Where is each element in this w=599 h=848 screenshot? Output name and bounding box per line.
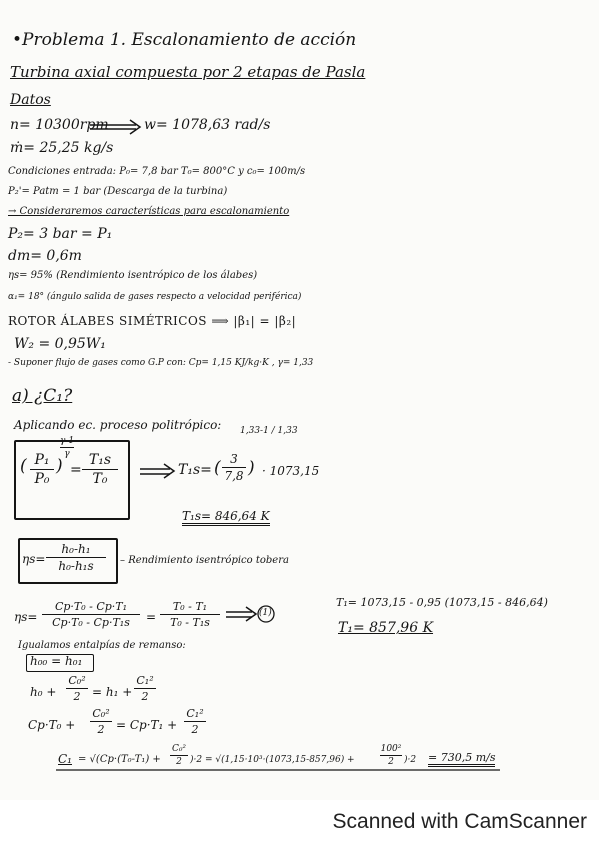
exponent-num: γ-1 (60, 436, 75, 446)
c0sq-num-b: C₀² (92, 707, 110, 720)
cp-den: Cp·T₀ - Cp·T₁s (52, 616, 130, 629)
equals-sign-2: = (146, 610, 157, 624)
energy-eq-h1: = h₁ + (92, 685, 133, 699)
hundred-sq-den: 2 (388, 757, 394, 767)
polytropic-intro: Aplicando ec. proceso politrópico: (14, 418, 222, 432)
pressure-ratio-den: P₀ (34, 471, 50, 487)
consider-line: → Consideraremos características para escalonamiento (8, 206, 290, 217)
t-num: T₀ - T₁ (172, 600, 208, 613)
energy-eq-h0: h₀ + (30, 685, 57, 699)
datos-label: Datos (10, 92, 51, 108)
c1-substitution: )·2 = √(1,15·10³·(1073,15-857,96) + (190, 755, 355, 765)
t1-calculation: T₁= 1073,15 - 0,95 (1073,15 - 846,64) (336, 596, 548, 609)
t1s-paren-right: ) (248, 458, 255, 478)
eta-s-label-2: ηs= (14, 610, 38, 624)
t1s-times: · 1073,15 (262, 464, 320, 478)
c1sq-den-b: 2 (191, 723, 199, 736)
discharge-pressure-line: P₂'= Patm = 1 bar (Descarga de la turbina) (8, 186, 228, 197)
t1s-paren-left: ( (214, 458, 221, 478)
problem-subtitle: Turbina axial compuesta por 2 etapas de Pasla (10, 63, 366, 81)
c0sq-den-b: 2 (97, 723, 105, 736)
c1-result: = 730,5 m/s (428, 752, 495, 767)
eff-den: h₀-h₁s (58, 559, 94, 573)
nozzle-efficiency-note: – Rendimiento isentrópico tobera (120, 555, 289, 566)
rpm-line: n= 10300rpm (10, 117, 109, 133)
eff-num: h₀-h₁ (61, 542, 91, 556)
c1sq-num: C₁² (136, 674, 154, 687)
seven-den: 7,8 (224, 469, 244, 483)
c1-formula: = √(Cp·(T₀-T₁) + (78, 754, 161, 765)
alpha-line: α₁= 18° (ángulo salida de gases respecto a velocidad periférica) (8, 292, 302, 302)
stagnation-enthalpy-intro: Igualamos entalpías de remanso: (18, 640, 186, 651)
c1-lhs: C₁ (58, 752, 72, 766)
energy-eq-cp: Cp·T₀ + (28, 718, 76, 732)
hundred-sq-num: 100² (380, 744, 402, 754)
c0sq-den-c: 2 (176, 757, 182, 767)
c0sq-den: 2 (73, 690, 81, 703)
nozzle-efficiency-text: Rendimiento isentrópico tobera (128, 555, 289, 566)
mean-diameter-line: dm= 0,6m (8, 248, 82, 264)
w2-line: W₂ = 0,95W₁ (14, 336, 106, 352)
three-num: 3 (230, 452, 238, 466)
gas-assumption-line: - Suponer flujo de gases como G.P con: Cp= 1,15 KJ/kg·K , γ= 1,33 (8, 358, 314, 368)
exponent-den: γ (64, 449, 70, 459)
t1s-exponent: 1,33-1 / 1,33 (240, 426, 298, 436)
c1sq-num-b: C₁² (186, 707, 204, 720)
inlet-conditions-line: Condiciones entrada: P₀= 7,8 bar T₀= 800°C y c₀= 100m/s (8, 166, 306, 177)
stagnation-equality: h₀₀ = h₀₁ (30, 654, 83, 668)
pressure-ratio-num: P₁ (34, 452, 50, 468)
energy-eq-cp2: = Cp·T₁ + (116, 718, 178, 732)
section-a-heading: a) ¿C₁? (12, 386, 73, 406)
mass-flow-line: ṁ= 25,25 kg/s (10, 140, 114, 156)
t-den: T₀ - T₁s (170, 616, 210, 629)
paren-right: ) (56, 456, 63, 476)
paren-left: ( (20, 456, 27, 476)
c1-substitution-end: )·2 (404, 755, 417, 765)
temperature-ratio-den: T₀ (92, 471, 108, 487)
cp-num: Cp·T₀ - Cp·T₁ (54, 600, 128, 613)
equals-sign: = (70, 462, 82, 478)
t1s-result: T₁s= 846,64 K (182, 510, 270, 526)
omega-value: w= 1078,63 rad/s (144, 117, 271, 133)
efficiency-line: ηs= 95% (Rendimiento isentrópico de los álabes) (8, 270, 258, 281)
rotor-line: ROTOR ÁLABES SIMÉTRICOS ⟹ |β₁| = |β₂| (8, 314, 297, 328)
temperature-ratio-num: T₁s (88, 452, 112, 468)
t1-result: T₁= 857,96 K (338, 620, 434, 636)
scanner-watermark: Scanned with CamScanner (332, 810, 587, 833)
eta-s-label: ηs= (22, 552, 46, 566)
t1s-prefix: T₁s= (178, 462, 212, 478)
intermediate-pressure-line: P₂= 3 bar = P₁ (8, 226, 113, 242)
scanner-footer (0, 800, 599, 848)
equation-ref: (1) (259, 608, 272, 618)
c0sq-num: C₀² (68, 674, 86, 687)
c1sq-den: 2 (141, 690, 149, 703)
c0sq-num-c: C₀² (171, 744, 187, 754)
problem-title: •Problema 1. Escalonamiento de acción (12, 30, 357, 50)
